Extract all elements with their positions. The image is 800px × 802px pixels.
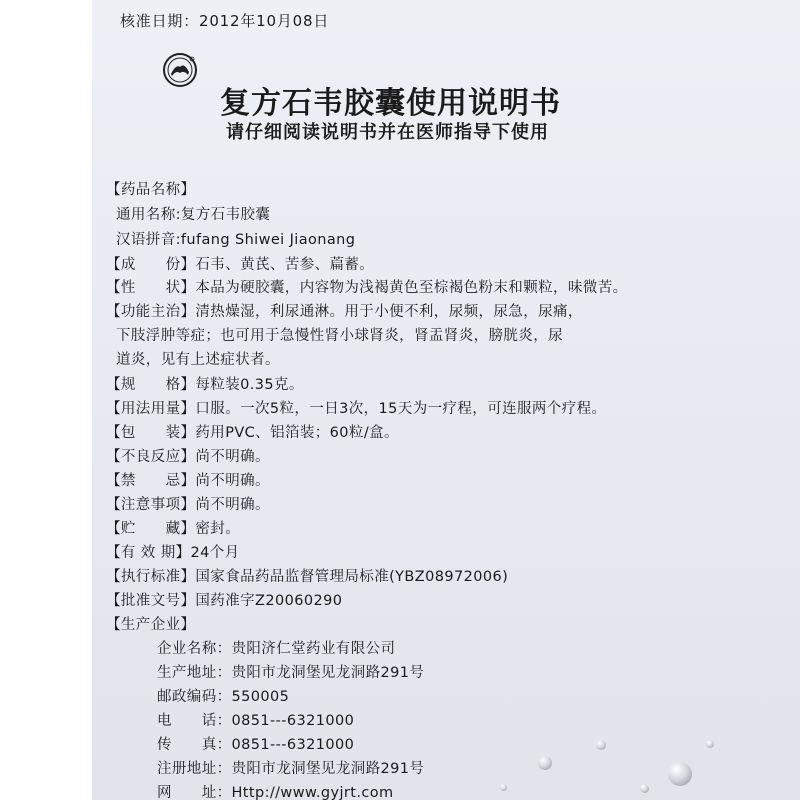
indications-line-1: 【功能主治】清热燥湿，利尿通淋。用于小便不利，尿频，尿急，尿痛，: [106, 304, 583, 320]
page-subtitle: 请仔细阅读说明书并在医师指导下使用: [226, 122, 549, 143]
left-margin: [0, 0, 92, 800]
storage: 【贮 藏】密封。: [106, 521, 241, 537]
decor-bubble: [538, 756, 552, 770]
approval-date: 核准日期：2012年10月08日: [120, 12, 330, 30]
pinyin-name: 汉语拼音:fufang Shiwei Jiaonang: [116, 232, 356, 248]
adverse-reactions: 【不良反应】尚不明确。: [106, 449, 270, 465]
company-name: 企业名称：贵阳济仁堂药业有限公司: [157, 641, 396, 657]
decor-bubble: [640, 784, 649, 793]
properties: 【性 状】本品为硬胶囊，内容物为浅褐黄色至棕褐色粉末和颗粒，味微苦。: [106, 280, 628, 296]
decor-bubble: [668, 762, 692, 786]
registered-address: 注册地址：贵阳市龙洞堡见龙洞路291号: [157, 761, 425, 777]
standard: 【执行标准】国家食品药品监督管理局标准(YBZ08972006): [106, 569, 509, 585]
production-address: 生产地址：贵阳市龙洞堡见龙洞路291号: [157, 665, 425, 681]
company-logo-icon: [162, 52, 198, 88]
drug-name-heading: 【药品名称】: [106, 182, 196, 198]
indications-line-3: 道炎，见有上述症状者。: [116, 352, 280, 368]
decor-bubble: [706, 740, 714, 748]
validity: 【有 效 期】24个月: [106, 545, 240, 561]
dosage: 【用法用量】口服。一次5粒，一日3次，15天为一疗程，可连服两个疗程。: [106, 401, 607, 417]
generic-name: 通用名称:复方石韦胶囊: [116, 207, 271, 223]
indications-line-2: 下肢浮肿等症；也可用于急慢性肾小球肾炎，肾盂肾炎，膀胱炎，尿: [116, 328, 563, 344]
decor-bubble: [500, 784, 507, 791]
manufacturer-heading: 【生产企业】: [106, 617, 196, 633]
contraindications: 【禁 忌】尚不明确。: [106, 473, 270, 489]
website: 网 址：Http://www.gyjrt.com: [157, 785, 394, 801]
specification: 【规 格】每粒装0.35克。: [106, 377, 304, 393]
package: 【包 装】药用PVC、铝箔装；60粒/盒。: [106, 425, 399, 441]
approval-number: 【批准文号】国药准字Z20060290: [106, 593, 343, 609]
postal-code: 邮政编码：550005: [157, 689, 290, 705]
page-title: 复方石韦胶囊使用说明书: [220, 86, 561, 121]
ingredients: 【成 份】石韦、黄芪、苦参、萹蓄。: [106, 257, 375, 273]
precautions: 【注意事项】尚不明确。: [106, 497, 270, 513]
fax: 传 真：0851---6321000: [157, 737, 355, 753]
decor-bubble: [596, 740, 606, 750]
phone: 电 话：0851---6321000: [157, 713, 355, 729]
